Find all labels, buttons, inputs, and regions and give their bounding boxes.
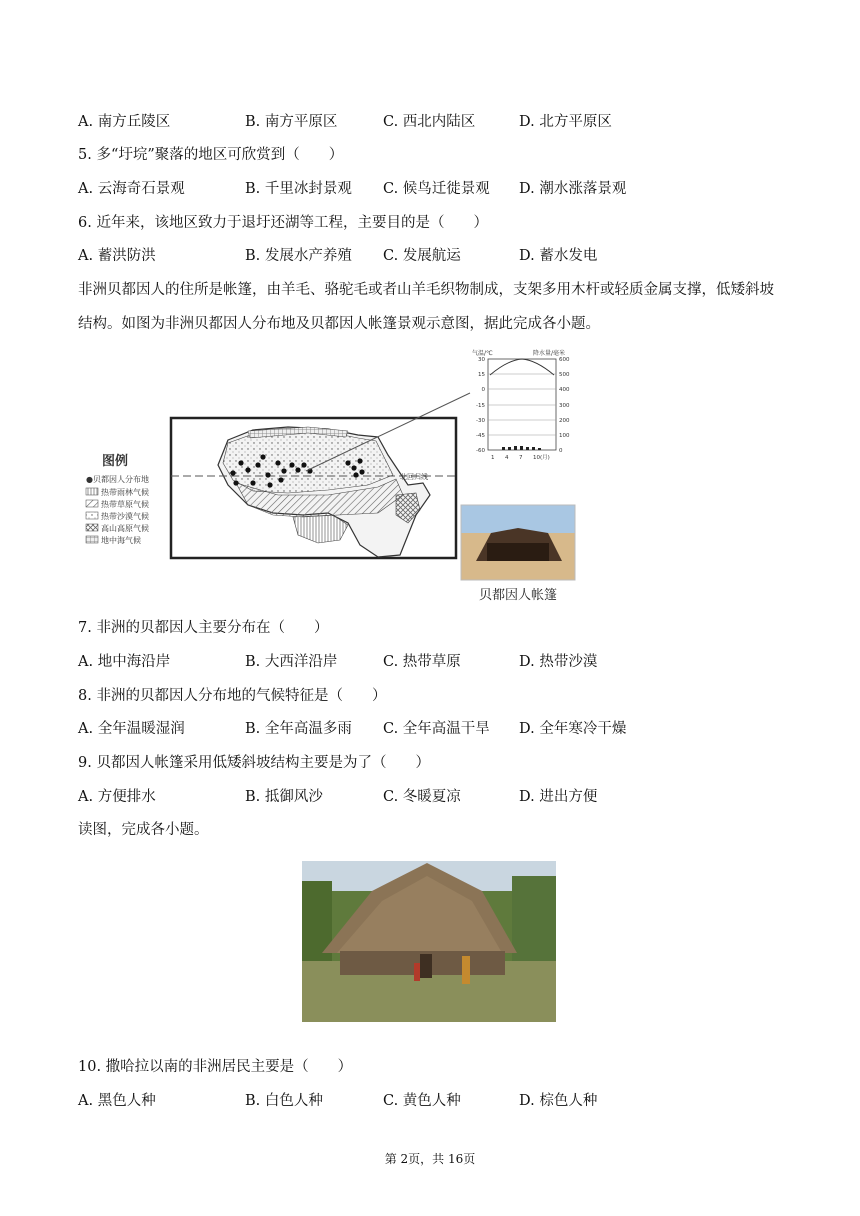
precip-tick-2: 400 (559, 387, 570, 393)
month-tick-4: 4 (505, 455, 509, 461)
precip-tick-4: 200 (559, 418, 570, 424)
q7-option-a: A. 地中海沿岸 (78, 654, 171, 670)
bedouin-map-figure (78, 345, 588, 607)
q8-option-a: A. 全年温暖湿润 (78, 721, 185, 737)
legend-item-bedouin: ●贝都因人分布地 (86, 475, 149, 484)
q5-stem: 5. 多“圩垸”聚落的地区可欣赏到（ ） (78, 147, 344, 163)
q8-option-b: B. 全年高温多雨 (245, 721, 352, 737)
q7-option-c: C. 热带草原 (383, 654, 461, 670)
q6-stem: 6. 近年来，该地区致力于退圩还湖等工程，主要目的是（ ） (78, 215, 488, 231)
temp-tick-3: -15 (476, 403, 485, 409)
month-tick-10: 10(月) (533, 455, 550, 461)
legend-item-savanna: 热带草原气候 (101, 500, 149, 509)
precip-tick-6: 0 (559, 448, 563, 454)
legend-title: 图例 (102, 454, 129, 469)
climate-temp-axis-label: 气温/℃ (472, 350, 493, 357)
q4-option-a: A. 南方丘陵区 (78, 114, 171, 130)
temp-tick-4: -30 (476, 418, 485, 424)
temp-tick-1: 15 (478, 372, 485, 378)
q6-option-c: C. 发展航运 (383, 248, 461, 264)
page-footer: 第 2页，共 16页 (384, 1152, 476, 1166)
q9-option-b: B. 抵御风沙 (245, 789, 323, 805)
q9-option-c: C. 冬暖夏凉 (383, 789, 461, 805)
temp-tick-0: 30 (478, 357, 485, 363)
q10-stem: 10. 撒哈拉以南的非洲居民主要是（ ） (78, 1059, 353, 1075)
q8-option-d: D. 全年寒冷干燥 (519, 721, 627, 737)
legend-item-desert: 热带沙漠气候 (101, 512, 149, 521)
legend-item-highland: 高山高原气候 (101, 524, 149, 533)
q10-option-c: C. 黄色人种 (383, 1093, 461, 1109)
q7-stem: 7. 非洲的贝都因人主要分布在（ ） (78, 620, 329, 636)
map-legend (86, 474, 149, 545)
month-tick-1: 1 (491, 455, 495, 461)
month-tick-7: 7 (519, 455, 523, 461)
q10-option-a: A. 黑色人种 (78, 1093, 156, 1109)
q5-option-a: A. 云海奇石景观 (78, 181, 185, 197)
tropic-label: 北回归线 (400, 473, 428, 481)
bedouin-tent-photo (461, 505, 575, 580)
q6-option-b: B. 发展水产养殖 (245, 248, 352, 264)
legend-item-mediterranean: 地中海气候 (101, 536, 141, 545)
precip-tick-1: 500 (559, 372, 570, 378)
q9-option-d: D. 进出方便 (519, 789, 598, 805)
q8-stem: 8. 非洲的贝都因人分布地的气候特征是（ ） (78, 688, 387, 704)
q9-stem: 9. 贝都因人帐篷采用低矮斜坡结构主要是为了（ ） (78, 755, 430, 771)
climate-precip-axis-label: 降水量/毫米 (533, 350, 566, 357)
q4-option-b: B. 南方平原区 (245, 114, 338, 130)
q10-option-d: D. 棕色人种 (519, 1093, 598, 1109)
q5-option-c: C. 候鸟迁徙景观 (383, 181, 490, 197)
passage-read-figure: 读图，完成各小题。 (78, 822, 209, 838)
hut-photo (302, 861, 556, 1022)
q4-option-d: D. 北方平原区 (519, 114, 612, 130)
precip-tick-3: 300 (559, 403, 570, 409)
q9-option-a: A. 方便排水 (78, 789, 156, 805)
q6-option-d: D. 蓄水发电 (519, 248, 598, 264)
q5-option-d: D. 潮水涨落景观 (519, 181, 627, 197)
passage-bedouin: 非洲贝都因人的住所是帐篷，由羊毛、骆驼毛或者山羊毛织物制成，支架多用木杆或轻质金属支撑，低矮斜坡结构。如图为非洲贝都因人分布地及贝都因人帐篷景观示意图，据此完成各小题。 (78, 282, 774, 332)
temp-tick-5: -45 (476, 433, 485, 439)
desert-region (223, 430, 393, 493)
q7-option-d: D. 热带沙漠 (519, 654, 598, 670)
precip-tick-0: 600 (559, 357, 570, 363)
q10-option-b: B. 白色人种 (245, 1093, 323, 1109)
q4-option-c: C. 西北内陆区 (383, 114, 476, 130)
q6-option-a: A. 蓄洪防洪 (78, 248, 156, 264)
legend-item-rainforest: 热带雨林气候 (101, 488, 149, 497)
q7-option-b: B. 大西洋沿岸 (245, 654, 338, 670)
temp-tick-6: -60 (476, 448, 485, 454)
tent-photo-caption: 贝都因人帐篷 (478, 588, 558, 603)
temp-tick-2: 0 (481, 387, 485, 393)
bedouin-figure (78, 345, 588, 607)
climate-chart (472, 349, 570, 461)
precip-tick-5: 100 (559, 433, 570, 439)
q8-option-c: C. 全年高温干旱 (383, 721, 490, 737)
q5-option-b: B. 千里冰封景观 (245, 181, 352, 197)
